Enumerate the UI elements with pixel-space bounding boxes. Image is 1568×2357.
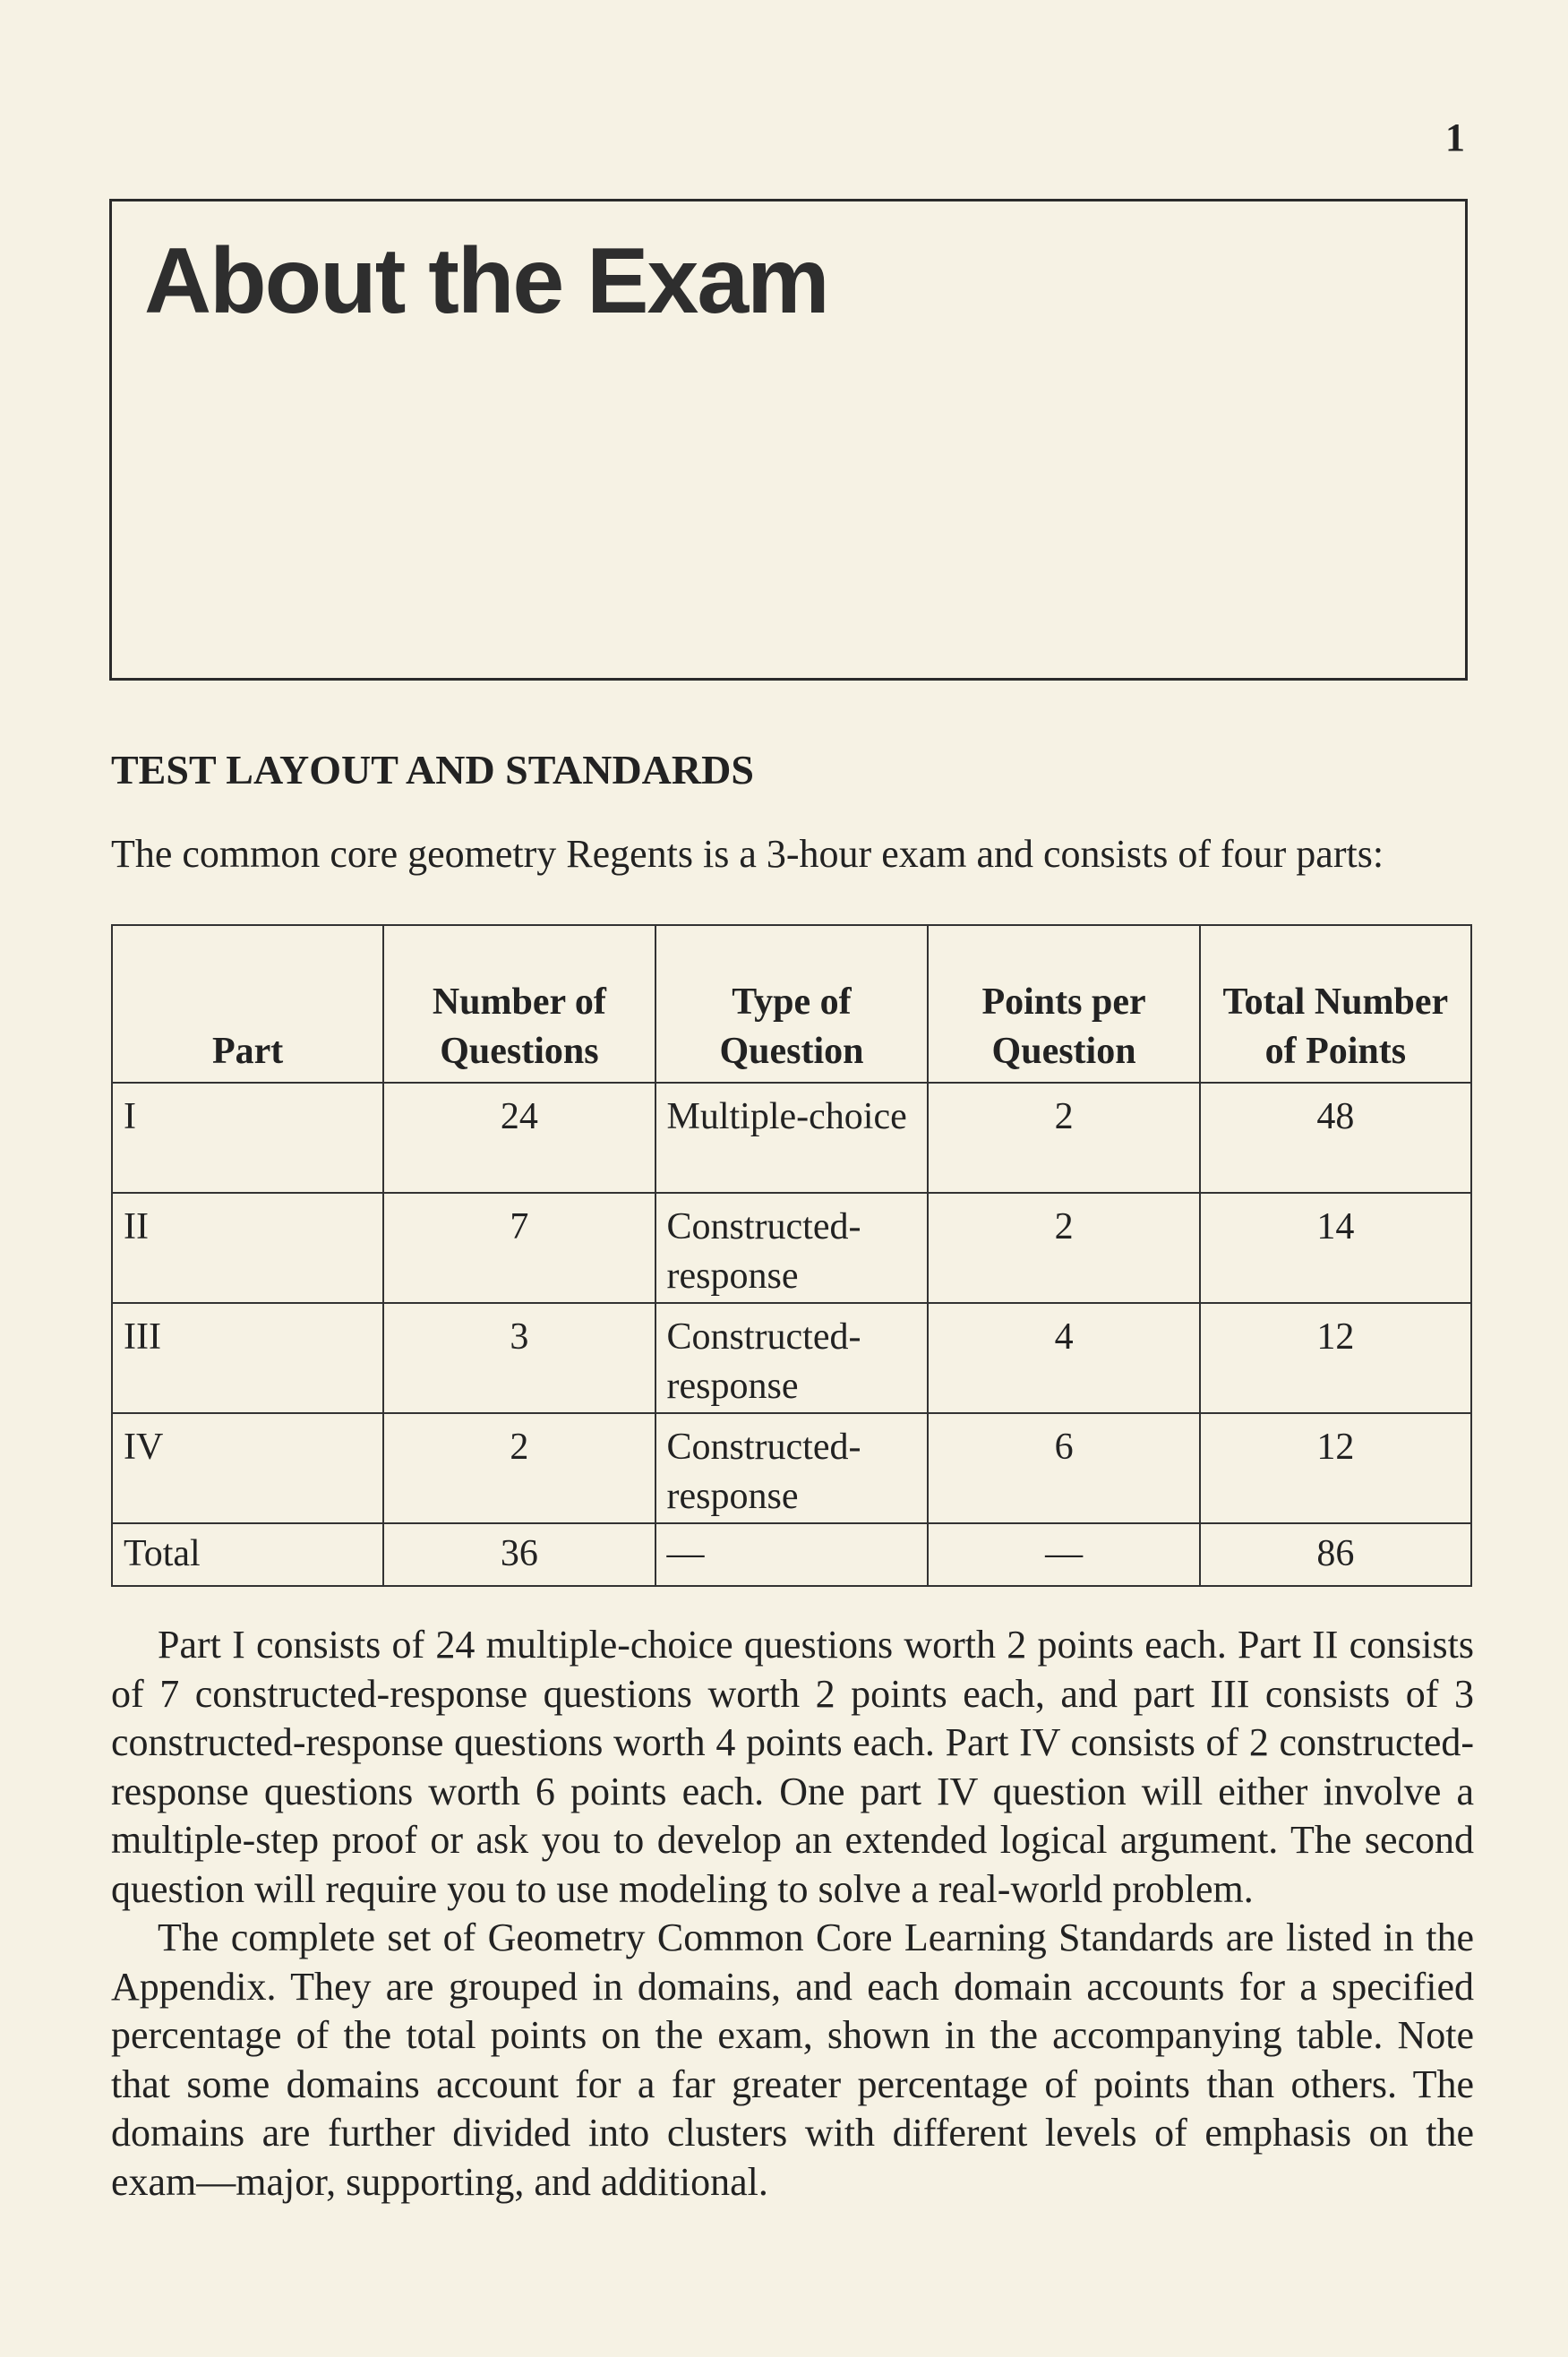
- cell-type-of-question: Multiple-choice: [655, 1083, 929, 1193]
- cell-part: Total: [112, 1523, 383, 1586]
- header-type-of-question: Type of Question: [655, 925, 929, 1083]
- intro-text: The common core geometry Regents is a 3-hour exam and consists of four parts:: [111, 832, 1384, 876]
- header-number-of-questions: Number of Questions: [383, 925, 655, 1083]
- cell-points-per-question: 6: [928, 1413, 1199, 1523]
- table-row: [112, 1193, 1471, 1303]
- cell-points-per-question: 4: [928, 1303, 1199, 1413]
- cell-total-points: 12: [1200, 1303, 1471, 1413]
- header-total-points: Total Number of Points: [1200, 925, 1471, 1083]
- table-row: [112, 1303, 1471, 1413]
- cell-type-of-question: Constructed-response: [655, 1303, 929, 1413]
- cell-number-of-questions: 3: [383, 1303, 655, 1413]
- cell-points-per-question: 2: [928, 1193, 1199, 1303]
- cell-type-of-question: Constructed-response: [655, 1413, 929, 1523]
- cell-points-per-question: —: [928, 1523, 1199, 1586]
- cell-number-of-questions: 7: [383, 1193, 655, 1303]
- cell-number-of-questions: 2: [383, 1413, 655, 1523]
- cell-type-of-question: —: [655, 1523, 929, 1586]
- body-text: [111, 1621, 1474, 2207]
- cell-total-points: 14: [1200, 1193, 1471, 1303]
- cell-number-of-questions: 36: [383, 1523, 655, 1586]
- page-number: 1: [1445, 116, 1465, 159]
- cell-total-points: 48: [1200, 1083, 1471, 1193]
- table-row: [112, 1413, 1471, 1523]
- chapter-title: About the Exam: [144, 229, 828, 333]
- cell-points-per-question: 2: [928, 1083, 1199, 1193]
- table-header-row: [112, 925, 1471, 1083]
- header-part: Part: [112, 925, 383, 1083]
- paragraph-parts-description: Part I consists of 24 multiple-choice questions worth 2 points each. Part II consists of 7 constructed-response questions worth 2 points each, and part III consists of 3 constructed-response questions worth 4 points each. Part IV consists of 2 constructed-response questions worth 6 points each. One part IV question will either involve a multiple-step proof or ask you to develop an extended logical argument. The second question will require you to use modeling to solve a real-world problem.: [111, 1623, 1474, 1911]
- cell-part: I: [112, 1083, 383, 1193]
- table-row: [112, 1083, 1471, 1193]
- exam-layout-table: [111, 924, 1472, 1587]
- cell-number-of-questions: 24: [383, 1083, 655, 1193]
- cell-part: III: [112, 1303, 383, 1413]
- cell-total-points: 12: [1200, 1413, 1471, 1523]
- cell-type-of-question: Constructed-response: [655, 1193, 929, 1303]
- paragraph-standards-description: The complete set of Geometry Common Core Learning Standards are listed in the Appendix. They are grouped in domains, and each domain accounts for a specified percentage of the total points on the exam, shown in the accompanying table. Note that some domains account for a far greater percentage of points than others. The domains are further divided into clusters with different levels of emphasis on the exam—major, supporting, and additional.: [111, 1916, 1474, 2204]
- section-heading: TEST LAYOUT AND STANDARDS: [111, 747, 754, 793]
- header-points-per-question: Points per Question: [928, 925, 1199, 1083]
- chapter-title-box: [109, 199, 1468, 681]
- cell-part: IV: [112, 1413, 383, 1523]
- table-total-row: [112, 1523, 1471, 1586]
- cell-total-points: 86: [1200, 1523, 1471, 1586]
- cell-part: II: [112, 1193, 383, 1303]
